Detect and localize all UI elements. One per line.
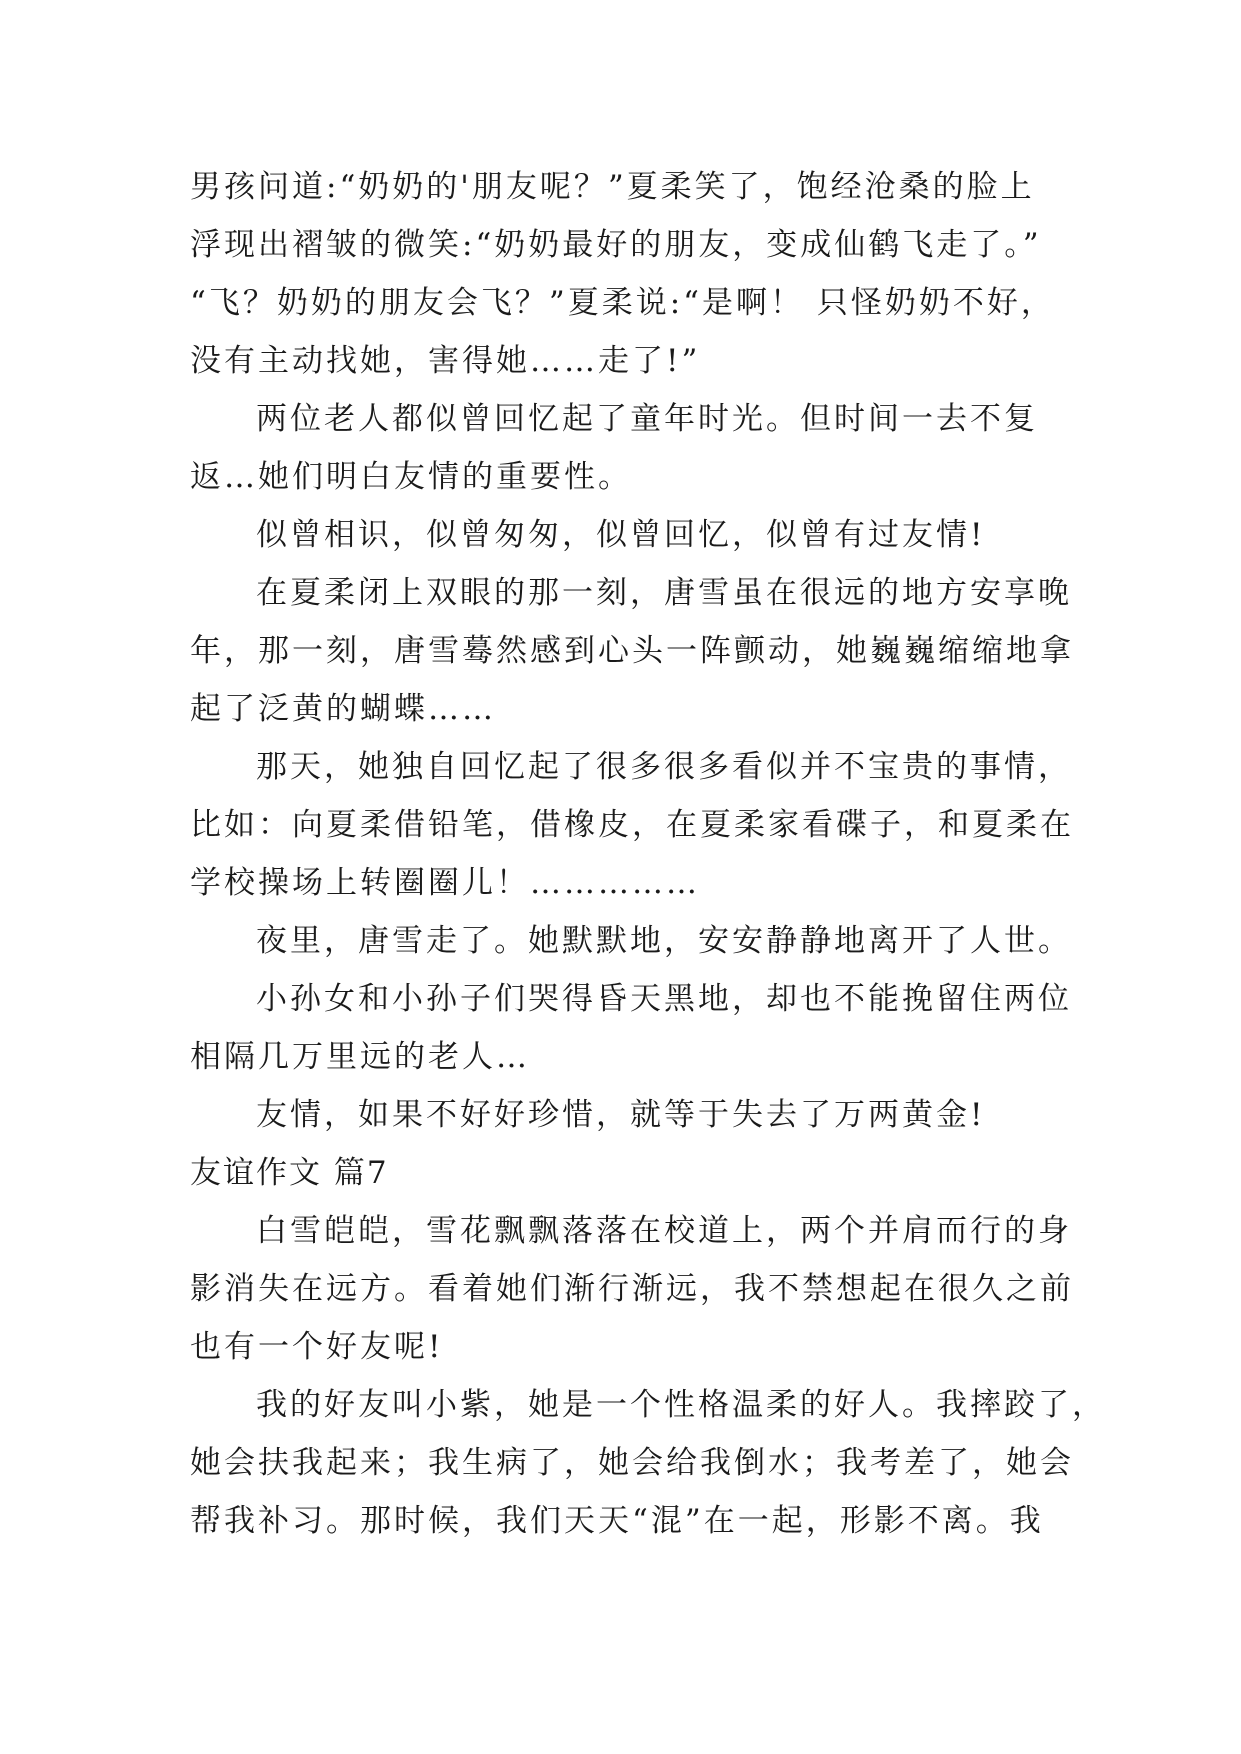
text-line: “飞？奶奶的朋友会飞？”夏柔说:“是啊！ 只怪奶奶不好， [190, 285, 1055, 321]
text-line: 年，那一刻，唐雪蓦然感到心头一阵颤动，她巍巍缩缩地拿 [190, 633, 1074, 669]
text-line: 没有主动找她，害得她……走了!” [190, 343, 701, 379]
text-line: 返…她们明白友情的重要性。 [190, 459, 632, 495]
text-line: 帮我补习。那时候，我们天天“混”在一起，形影不离。我 [190, 1503, 1044, 1539]
section-heading: 友谊作文 篇7 [190, 1155, 389, 1191]
text-line: 学校操场上转圈圈儿！…………… [190, 865, 700, 901]
text-line: 男孩问道:“奶奶的'朋友呢？”夏柔笑了，饱经沧桑的脸上 [190, 169, 1035, 205]
paragraph-start-line: 似曾相识，似曾匆匆，似曾回忆，似曾有过友情! [256, 517, 986, 553]
paragraph-start-line: 那天，她独自回忆起了很多很多看似并不宝贵的事情， [256, 749, 1072, 785]
paragraph-start-line: 在夏柔闭上双眼的那一刻，唐雪虽在很远的地方安享晚 [256, 575, 1072, 611]
text-line: 浮现出褶皱的微笑:“奶奶最好的朋友，变成仙鹤飞走了。” [190, 227, 1042, 263]
text-line: 起了泛黄的蝴蝶…… [190, 691, 496, 727]
text-line: 她会扶我起来；我生病了，她会给我倒水；我考差了，她会 [190, 1445, 1074, 1481]
paragraph-start-line: 夜里，唐雪走了。她默默地，安安静静地离开了人世。 [256, 923, 1072, 959]
text-line: 影消失在远方。看着她们渐行渐远，我不禁想起在很久之前 [190, 1271, 1074, 1307]
essay-text-block [190, 158, 1106, 1550]
paragraph-start-line: 友情，如果不好好珍惜，就等于失去了万两黄金! [256, 1097, 986, 1133]
text-line: 相隔几万里远的老人… [190, 1039, 530, 1075]
paragraph-start-line: 我的好友叫小紫，她是一个性格温柔的好人。我摔跤了， [256, 1387, 1106, 1423]
paragraph-start-line: 两位老人都似曾回忆起了童年时光。但时间一去不复 [256, 401, 1038, 437]
text-line: 也有一个好友呢! [190, 1329, 444, 1365]
paragraph-start-line: 小孙女和小孙子们哭得昏天黑地，却也不能挽留住两位 [256, 981, 1072, 1017]
text-line: 比如：向夏柔借铅笔，借橡皮，在夏柔家看碟子，和夏柔在 [190, 807, 1074, 843]
paragraph-start-line: 白雪皑皑，雪花飘飘落落在校道上，两个并肩而行的身 [256, 1213, 1072, 1249]
